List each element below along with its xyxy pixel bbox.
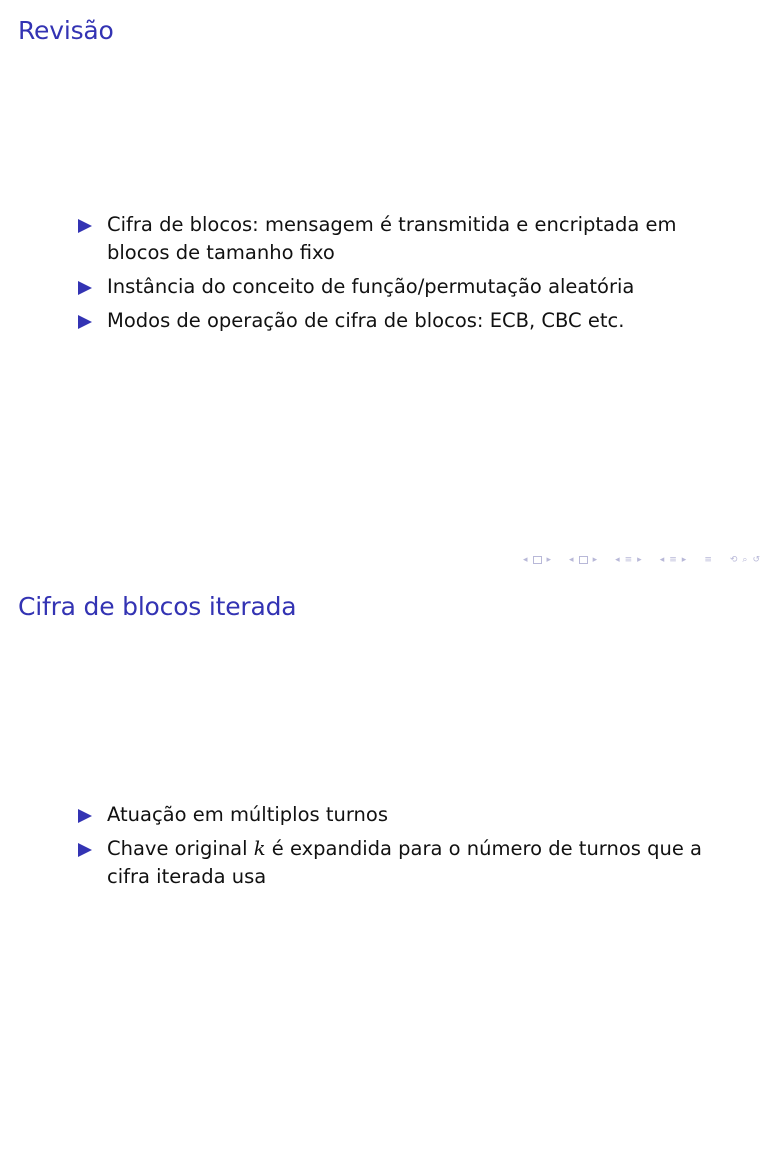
beamer-navigation-bar [523,554,760,566]
nav-search-icon[interactable]: ⌕ [742,555,748,565]
list-item [78,307,718,335]
bullet-text: Atuação em múltiplos turnos [107,803,388,826]
nav-next-section-icon[interactable]: ▸ [637,555,642,565]
nav-frame-icon[interactable] [533,556,542,564]
bullet-text: Instância do conceito de função/permutação aleatória [107,275,635,298]
list-item [78,801,718,829]
nav-next-part-icon[interactable]: ▸ [681,555,687,565]
nav-section-icon[interactable]: ≡ [624,555,633,565]
bullet-text: Modos de operação de cifra de blocos: ECB, CBC etc. [107,309,625,332]
bullet-triangle-icon [78,315,92,329]
nav-subsection-icon[interactable] [579,556,588,564]
bullet-triangle-icon [78,843,92,857]
bullet-triangle-icon [78,809,92,823]
bullet-triangle-icon [78,281,92,295]
bullet-list [78,801,718,897]
list-item [78,835,718,891]
list-item [78,211,718,267]
list-item [78,273,718,301]
bullet-text: Cifra de blocos: mensagem é transmitida e encriptada em blocos de tamanho fixo [107,213,677,264]
bullet-text-post: é expandida para o número de turnos que a cifra iterada usa [107,837,703,888]
nav-next-frame-icon[interactable]: ▸ [546,555,552,565]
slide-title: Cifra de blocos iterada [18,592,297,621]
bullet-triangle-icon [78,219,92,233]
slide-cifra-iterada [0,576,768,1152]
nav-prev-part-icon[interactable]: ◂ [659,555,665,565]
nav-next-subsection-icon[interactable]: ▸ [592,555,598,565]
nav-part-icon[interactable]: ≡ [669,555,677,565]
nav-back-icon[interactable]: ⟲ [729,555,738,565]
bullet-list [78,211,718,341]
math-variable: k [253,837,266,860]
slide-title: Revisão [18,16,114,45]
nav-document-icon[interactable]: ≡ [704,555,712,565]
nav-prev-frame-icon[interactable]: ◂ [522,555,528,565]
nav-prev-subsection-icon[interactable]: ◂ [569,555,574,565]
bullet-text-pre: Chave original [107,837,254,860]
nav-forward-icon[interactable]: ↺ [752,555,760,565]
nav-prev-section-icon[interactable]: ◂ [615,555,620,565]
